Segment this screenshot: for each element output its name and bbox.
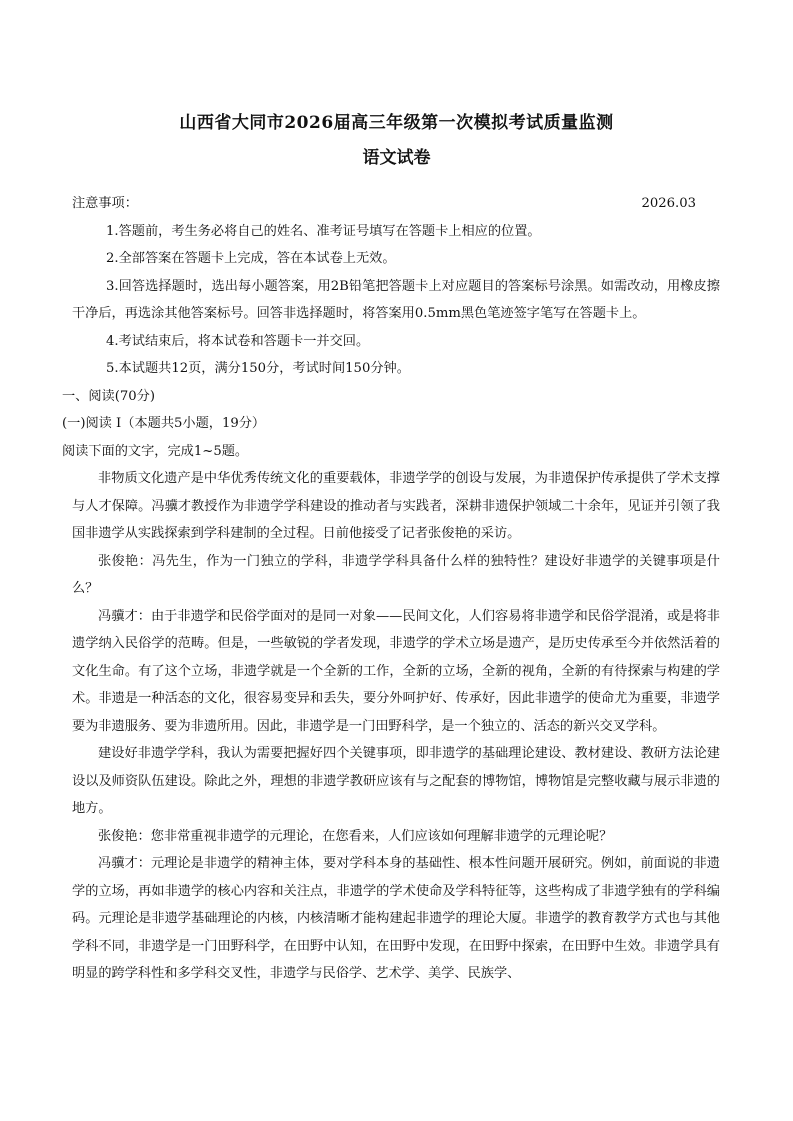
passage-paragraph: 建设好非遗学学科，我认为需要把握好四个关键事项，即非遗学的基础理论建设、教材建设、教研方法论建设以及师资队伍建设。除此之外，理想的非遗学教研应该有与之配套的博物馆，博物馆是完整收藏与展示非遗的地方。 <box>72 746 720 816</box>
passage-paragraph: 非物质文化遗产是中华优秀传统文化的重要载体，非遗学学的创设与发展，为非遗保护传承提供了学术支撑与人才保障。冯骥才教授作为非遗学学科建设的推动者与实践者，深耕非遗保护领域二十余年，见证并引领了我国非遗学从实践探索到学科建制的全过程。日前他接受了记者张俊艳的采访。 <box>72 471 720 541</box>
reading-instruction: 阅读下面的文字，完成1~5题。 <box>62 443 249 459</box>
passage-paragraph: 冯骥才：由于非遗学和民俗学面对的是同一对象——民间文化，人们容易将非遗学和民俗学混淆，或是将非遗学纳入民俗学的范畴。但是，一些敏锐的学者发现，非遗学的学术立场是遗产，是历史传承至今并依然活着的文化生命。有了这个立场，非遗学就是一个全新的工作，全新的立场，全新的视角，全新的有待探索与构建的学术。非遗是一种活态的文化，很容易变异和丢失，要分外呵护好、传承好，因此非遗学的使命尤为重要，非遗学要为非遗服务、要为非遗所用。因此，非遗学是一门田野科学，是一个独立的、活态的新兴交叉学科。 <box>72 608 720 734</box>
notice-item: 4.考试结束后，将本试卷和答题卡一并交回。 <box>106 333 370 349</box>
notice-header <box>72 190 720 218</box>
notice-item: 5.本试题共12页，满分150分，考试时间150分钟。 <box>106 361 410 376</box>
section-subheading: (一)阅读 I（本题共5小题，19分） <box>62 416 266 431</box>
section-heading: 一、阅读(70分) <box>62 388 156 404</box>
exam-date: 2026.03 <box>641 196 696 211</box>
exam-title: 山西省大同市2026届高三年级第一次模拟考试质量监测 <box>179 113 614 133</box>
notice-item: 1.答题前，考生务必将自己的姓名、准考证号填写在答题卡上相应的位置。 <box>106 223 541 239</box>
notice-item: 3.回答选择题时，选出每小题答案，用2B铅笔把答题卡上对应题目的答案标号涂黑。如需改动，用橡皮擦干净后，再选涂其他答案标号。回答非选择题时，将答案用0.5mm黑色笔迹签字笔写在答题卡上。 <box>72 278 720 321</box>
passage-paragraph: 张俊艳：冯先生，作为一门独立的学科，非遗学学科具备什么样的独特性？建设好非遗学的关键事项是什么？ <box>72 553 720 596</box>
notice-label: 注意事项： <box>72 196 138 211</box>
notice-item: 2.全部答案在答题卡上完成，答在本试卷上无效。 <box>106 251 396 266</box>
passage-paragraph: 张俊艳：您非常重视非遗学的元理论，在您看来，人们应该如何理解非遗学的元理论呢？ <box>98 828 613 844</box>
passage-paragraph: 冯骥才：元理论是非遗学的精神主体，要对学科本身的基础性、根本性问题开展研究。例如，前面说的非遗学的立场，再如非遗学的核心内容和关注点，非遗学的学术使命及学科特征等，这些构成了非遗学独有的学科编码。元理论是非遗学基础理论的内核，内核清晰才能构建起非遗学的理论大厦。非遗学的教育教学方式也与其他学科不同，非遗学是一门田野科学，在田野中认知，在田野中发现，在田野中探索，在田野中生效。非遗学具有明显的跨学科性和多学科交叉性，非遗学与民俗学、艺术学、美学、民族学、 <box>72 856 720 981</box>
document-body <box>62 190 720 988</box>
exam-subtitle: 语文试卷 <box>362 148 431 168</box>
